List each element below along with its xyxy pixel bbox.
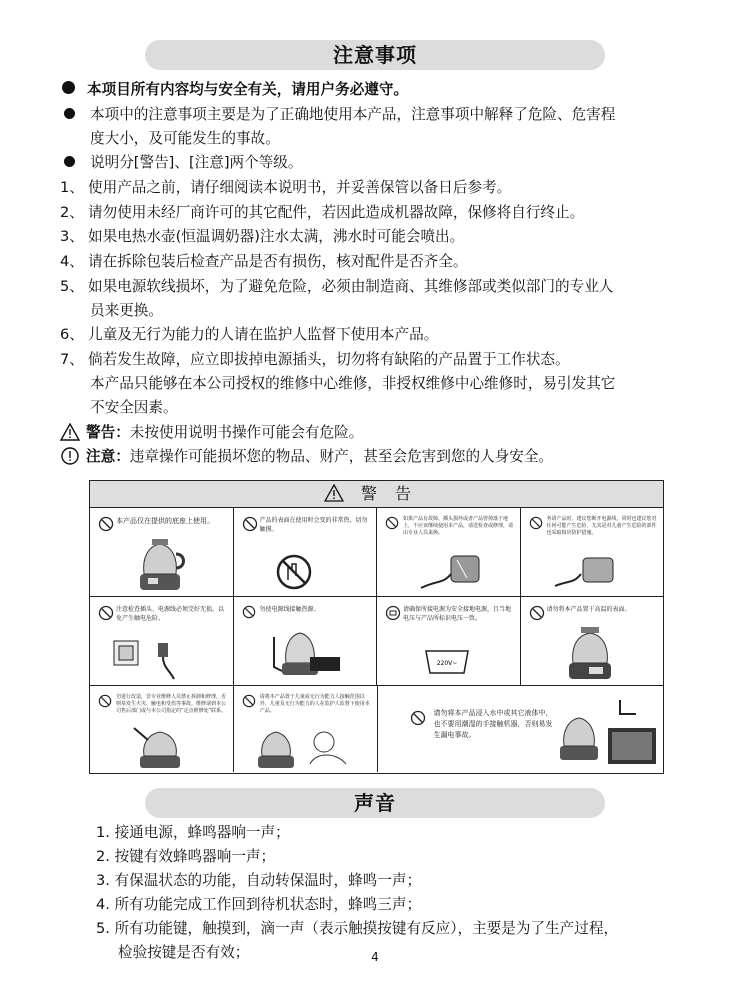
warning-cell-grounded: 请确保所接电源为安全接地电源，且当地电压与产品所标识电压一致。 220V~ <box>377 597 521 685</box>
item-5-cont: 员来更换。 <box>90 302 163 319</box>
item-2: 2、 请勿使用未经厂商许可的其它配件，若因此造成机器故障，保修将自行终止。 <box>60 204 585 221</box>
item-1: 1、 使用产品之前，请仔细阅读本说明书，并妥善保管以备日后参考。 <box>60 179 512 196</box>
plug-socket-illustration <box>108 633 188 681</box>
warning-cell-no-immerse: 请勿将本产品浸入水中或其它液体中，也不要用潮湿的手接触机器，否则易发生漏电事故。 <box>378 686 664 772</box>
grounded-socket-icon <box>385 605 401 621</box>
no-touch-icon <box>274 550 314 592</box>
prohibited-icon <box>98 516 114 532</box>
sound-item-1: 1. 接通电源，蜂鸣器响一声； <box>96 824 290 841</box>
warning-cell-children: 请将本产品置于儿童或无行为能力人接触范围以外，儿童及无行为能力的人在监护人监督下使用本产品。 <box>234 686 378 772</box>
intro-line-2: 本项中的注意事项主要是为了正确地使用本产品，注意事项中解释了危险、危害程 <box>60 103 710 127</box>
kettle-tools-illustration <box>130 726 190 770</box>
prohibited-icon <box>529 516 543 530</box>
sound-item-5-cont: 检验按键是否有效； <box>118 944 250 961</box>
prohibited-icon <box>529 605 545 621</box>
intro-line-3: 说明分[警告]、[注意]两个等级。 <box>60 151 710 175</box>
item-6: 6、 儿童及无行为能力的人请在监护人监督下使用本产品。 <box>60 326 439 343</box>
warning-cell-unplug: 务请产品时，建议您断开电源线，同时也建议您对任何可能产生危险，尤其是对儿童产生危险的部件也采取相应防护措施。 <box>521 508 664 596</box>
warning-cell-damaged: 如果产品有故障、插头损坏或者产品曾掉落于地上，不应该继续使用本产品，请送检查或修理，请由专业人员来换。 <box>377 508 521 596</box>
sound-item-3: 3. 有保温状态的功能，自动转保温时，蜂鸣一声； <box>96 872 422 889</box>
warning-cell-no-repair: 勿进行改造，非专业维修人员禁止拆卸和修理，否则易发生火灾、触电和受伤等事故。维修请到本公司售后部门或与本公司指定的“定点维修处”联系。 <box>90 686 234 772</box>
prohibited-icon <box>98 605 114 621</box>
warning-cell-hot-surface-place: 请勿将本产品置于高温的表面。 <box>521 597 664 685</box>
item-7-cont2: 不安全因素。 <box>90 399 178 416</box>
prohibited-icon <box>242 516 258 532</box>
page-number: 4 <box>371 950 379 964</box>
sound-item-4: 4. 所有功能完成工作回到待机状态时，蜂鸣三声； <box>96 896 422 913</box>
item-5: 5、 如果电源软线损坏，为了避免危险，必须由制造商、其维修部或类似部门的专业人 <box>60 278 614 295</box>
kettle-water-illustration <box>556 694 660 768</box>
item-7-cont: 本产品只能够在本公司授权的维修中心维修，非授权维修中心维修时，易引发其它 <box>90 375 616 392</box>
intro-line-1: 本项目所有内容均与安全有关，请用户务必遵守。 <box>60 78 710 102</box>
warning-cell-heat-source: 勿使电源线接触热源。 <box>234 597 378 685</box>
prohibited-icon <box>242 605 256 619</box>
warning-cell-hot-surface: 产品的表面在使用时会变的非常热，切勿触摸。 <box>234 508 378 596</box>
svg-text:220V~: 220V~ <box>436 660 458 667</box>
warning-table <box>89 480 664 774</box>
caution-level-line: 注意：违章操作可能损坏您的物品、财产，甚至会危害到您的人身安全。 <box>60 445 710 469</box>
prohibited-icon <box>242 694 256 708</box>
item-4: 4、 请在拆除包装后检查产品是否有损伤，核对配件是否齐全。 <box>60 253 468 270</box>
bullet-icon <box>62 81 75 94</box>
sound-item-2: 2. 按键有效蜂鸣器响一声； <box>96 848 276 865</box>
warning-cell-base: 本产品仅在提供的底座上使用。 <box>90 508 234 596</box>
item-7: 7、 倘若发生故障，应立即拔掉电源插头，切勿将有缺陷的产品置于工作状态。 <box>60 351 570 368</box>
caution-circle-icon <box>60 447 80 465</box>
child-kettle-illustration <box>250 724 360 770</box>
sound-item-5: 5. 所有功能键，触摸到，滴一声（表示触摸按键有反应），主要是为了生产过程， <box>96 920 619 937</box>
warning-cell-check-plug: 注意检查插头、电源线必须完好无损，以免产生触电危险。 <box>90 597 234 685</box>
warning-triangle-icon <box>324 484 344 502</box>
bullet-icon <box>64 108 75 119</box>
section-title-sound: 声音 <box>145 788 605 818</box>
warning-table-header: 警告 <box>90 481 663 508</box>
warning-level-line: 警告：未按使用说明书操作可能会有危险。 <box>60 421 710 445</box>
section-title-precautions: 注意事项 <box>145 40 605 70</box>
unplug-illustration <box>551 550 621 592</box>
warning-triangle-icon <box>60 423 80 441</box>
prohibited-icon <box>98 694 112 708</box>
voltage-label-icon <box>422 647 472 677</box>
kettle-illustration <box>130 536 190 592</box>
broken-plug-illustration <box>417 550 487 592</box>
item-3: 3、 如果电热水壶(恒温调奶器)注水太满，沸水时可能会喷出。 <box>60 228 465 245</box>
prohibited-icon <box>385 516 399 530</box>
kettle-cord-illustration <box>264 617 344 681</box>
prohibited-icon <box>410 710 426 726</box>
kettle-illustration <box>559 621 623 681</box>
bullet-icon <box>64 156 75 167</box>
intro-line-2-cont: 度大小，及可能发生的事故。 <box>90 130 280 147</box>
